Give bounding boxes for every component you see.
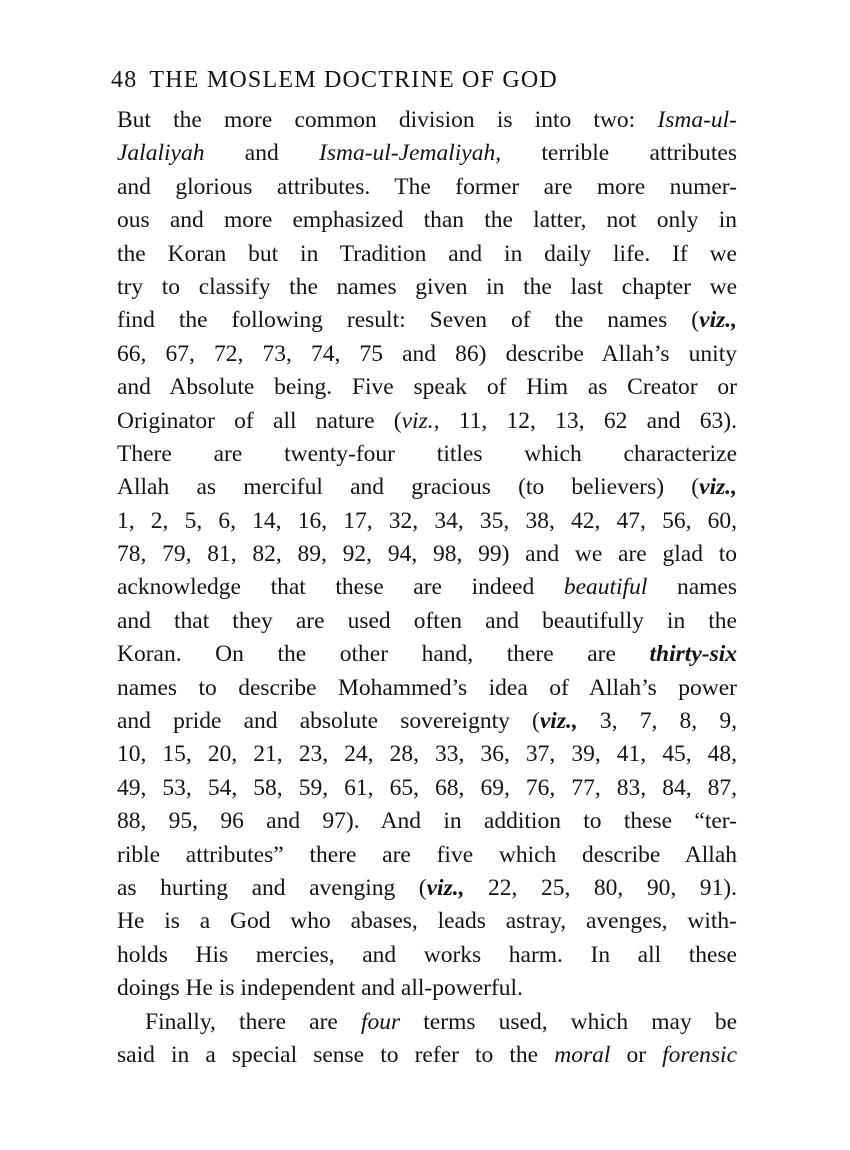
text-segment: try to classify the names given in the last chapter we xyxy=(117,273,737,300)
body-text xyxy=(117,104,737,1072)
text-segment: 3, 7, 8, 9, xyxy=(577,708,737,735)
text-segment: terrible attributes xyxy=(501,140,737,167)
text-line xyxy=(117,905,737,938)
text-segment: four xyxy=(360,1008,401,1035)
text-line xyxy=(117,972,737,1005)
text-segment: Finally, there are xyxy=(145,1008,361,1035)
text-line xyxy=(117,471,737,504)
text-line xyxy=(117,171,737,204)
text-segment: terms used, which may be xyxy=(400,1008,738,1035)
text-segment: viz., xyxy=(699,307,737,334)
text-segment: beautiful xyxy=(563,574,648,601)
text-segment: Isma-ul-Jemaliyah, xyxy=(319,140,502,167)
text-segment: as hurting and avenging ( xyxy=(117,874,427,901)
text-segment: ous and more emphasized than the latter, not only in xyxy=(117,207,737,234)
text-segment: viz., xyxy=(699,474,737,501)
text-line xyxy=(117,405,737,438)
text-segment: said in a special sense to refer to the xyxy=(117,1041,555,1068)
text-segment: and pride and absolute sovereignty ( xyxy=(117,708,540,735)
text-line xyxy=(117,304,737,337)
text-segment: But the more common division is into two: xyxy=(117,107,658,133)
text-segment: 66, 67, 72, 73, 74, 75 and 86) describe Allah’s unity xyxy=(117,340,737,367)
text-segment: Allah as merciful and gracious (to believers) ( xyxy=(117,474,700,501)
text-line xyxy=(117,638,737,671)
text-segment: and Absolute being. Five speak of Him as Creator or xyxy=(117,374,737,401)
text-line xyxy=(117,104,737,137)
running-title: THE MOSLEM DOCTRINE OF GOD xyxy=(149,67,558,93)
text-line xyxy=(117,137,737,170)
text-line xyxy=(117,271,737,304)
text-segment: There are twenty-four titles which characterize xyxy=(117,440,737,467)
page-number: 48 xyxy=(111,67,138,93)
book-page xyxy=(111,60,738,1072)
text-line xyxy=(117,939,737,972)
text-segment: He is a God who abases, leads astray, avenges, with- xyxy=(117,908,737,935)
text-segment: 11, 12, 13, 62 and 63). xyxy=(439,407,738,434)
text-line xyxy=(117,805,737,838)
text-segment: the Koran but in Tradition and in daily life. If we xyxy=(117,240,737,267)
text-segment: doings He is independent and all-powerful. xyxy=(117,975,523,1002)
text-line xyxy=(117,1039,737,1072)
text-line xyxy=(117,238,737,271)
text-segment: and glorious attributes. The former are more numer- xyxy=(117,173,737,200)
text-line xyxy=(117,571,737,604)
text-line xyxy=(117,738,737,771)
text-line xyxy=(117,505,737,538)
text-line xyxy=(117,538,737,571)
text-segment: names to describe Mohammed’s idea of Allah’s power xyxy=(117,674,737,701)
text-segment: and that they are used often and beautifully in the xyxy=(117,607,737,634)
text-line xyxy=(117,438,737,471)
text-line xyxy=(117,672,737,705)
text-segment: thirty-six xyxy=(649,641,737,668)
text-segment: Koran. On the other hand, there are xyxy=(117,641,650,668)
text-line xyxy=(117,1006,737,1039)
text-segment: 22, 25, 80, 90, 91). xyxy=(464,874,738,901)
text-segment: forensic xyxy=(662,1041,737,1068)
text-segment: viz., xyxy=(539,708,578,735)
text-segment: and xyxy=(204,140,319,167)
text-segment: Originator of all nature ( xyxy=(117,407,402,434)
text-line xyxy=(117,204,737,237)
text-segment: viz., xyxy=(401,407,440,434)
text-segment: 1, 2, 5, 6, 14, 16, 17, 32, 34, 35, 38, 42, 47, 56, 60, xyxy=(117,507,737,534)
text-segment: Isma-ul- xyxy=(657,107,737,133)
text-segment: moral xyxy=(554,1041,611,1068)
text-line xyxy=(117,605,737,638)
text-segment: 49, 53, 54, 58, 59, 61, 65, 68, 69, 76, 77, 83, 84, 87, xyxy=(117,774,737,801)
text-segment: Jalaliyah xyxy=(117,140,205,167)
running-header xyxy=(111,60,737,100)
text-segment: rible attributes” there are five which describe Allah xyxy=(117,841,737,868)
text-line xyxy=(117,338,737,371)
text-segment: 88, 95, 96 and 97). And in addition to these “ter- xyxy=(117,808,737,835)
text-line xyxy=(117,839,737,872)
text-segment: find the following result: Seven of the names ( xyxy=(117,307,700,334)
text-segment: viz., xyxy=(426,874,465,901)
text-line xyxy=(117,705,737,738)
text-line xyxy=(117,772,737,805)
text-segment: or xyxy=(610,1041,663,1068)
text-segment: acknowledge that these are indeed xyxy=(117,574,564,601)
text-segment: 78, 79, 81, 82, 89, 92, 94, 98, 99) and we are glad to xyxy=(117,541,737,568)
text-line xyxy=(117,872,737,905)
text-segment: holds His mercies, and works harm. In all these xyxy=(117,941,737,968)
text-line xyxy=(117,371,737,404)
text-segment: 10, 15, 20, 21, 23, 24, 28, 33, 36, 37, 39, 41, 45, 48, xyxy=(117,741,737,768)
text-segment: names xyxy=(647,574,737,601)
